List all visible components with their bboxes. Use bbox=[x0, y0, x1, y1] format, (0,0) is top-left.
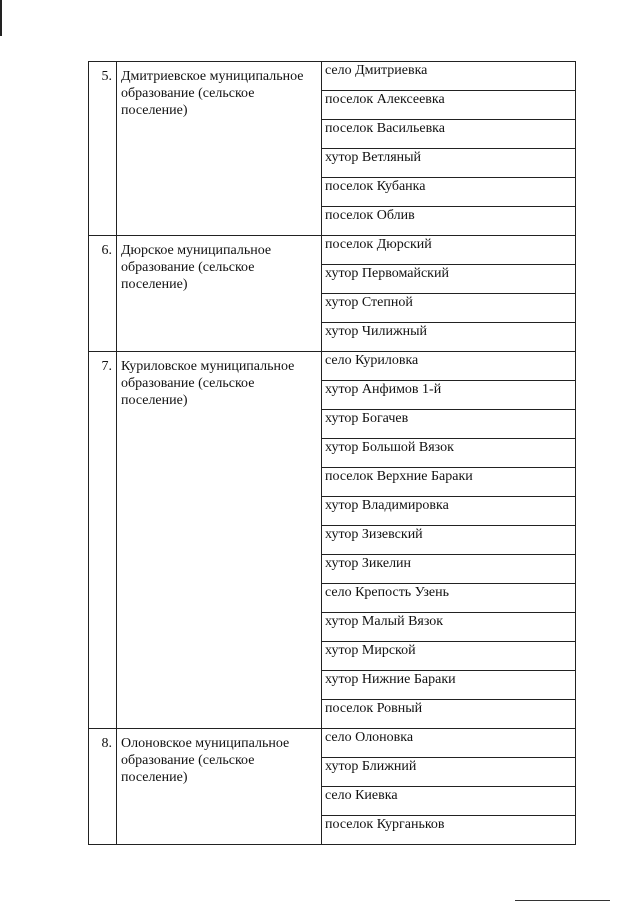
table-row bbox=[89, 62, 576, 91]
settlement-name: поселок Дюрский bbox=[322, 236, 576, 265]
settlement-name: село Дмитриевка bbox=[322, 62, 576, 91]
settlement-name: хутор Малый Вязок bbox=[322, 613, 576, 642]
scan-edge-mark bbox=[0, 0, 2, 36]
settlement-name: поселок Кубанка bbox=[322, 178, 576, 207]
settlement-name: поселок Верхние Бараки bbox=[322, 468, 576, 497]
settlement-name: хутор Ветляный bbox=[322, 149, 576, 178]
settlements-table bbox=[88, 61, 576, 845]
settlement-name: поселок Ровный bbox=[322, 700, 576, 729]
settlement-name: поселок Курганьков bbox=[322, 816, 576, 845]
settlement-name: хутор Мирской bbox=[322, 642, 576, 671]
row-number: 7. bbox=[89, 352, 117, 729]
settlement-name: хутор Анфимов 1-й bbox=[322, 381, 576, 410]
settlement-name: село Куриловка bbox=[322, 352, 576, 381]
settlement-name: поселок Алексеевка bbox=[322, 91, 576, 120]
row-number: 6. bbox=[89, 236, 117, 352]
table-row bbox=[89, 729, 576, 758]
table-row bbox=[89, 352, 576, 381]
settlement-name: хутор Степной bbox=[322, 294, 576, 323]
settlement-name: село Олоновка bbox=[322, 729, 576, 758]
settlement-name: хутор Чилижный bbox=[322, 323, 576, 352]
settlement-name: хутор Ближний bbox=[322, 758, 576, 787]
settlement-name: хутор Нижние Бараки bbox=[322, 671, 576, 700]
settlement-name: поселок Васильевка bbox=[322, 120, 576, 149]
row-number: 5. bbox=[89, 62, 117, 236]
settlement-name: хутор Первомайский bbox=[322, 265, 576, 294]
settlement-name: село Киевка bbox=[322, 787, 576, 816]
settlement-name: хутор Зикелин bbox=[322, 555, 576, 584]
municipality-name: Дюрское муниципальное образование (сельское поселение) bbox=[117, 236, 322, 352]
settlement-name: поселок Облив bbox=[322, 207, 576, 236]
settlement-name: хутор Зизевский bbox=[322, 526, 576, 555]
municipality-name: Куриловское муниципальное образование (сельское поселение) bbox=[117, 352, 322, 729]
row-number: 8. bbox=[89, 729, 117, 845]
table-row bbox=[89, 236, 576, 265]
footer-line bbox=[515, 900, 610, 901]
municipality-name: Дмитриевское муниципальное образование (сельское поселение) bbox=[117, 62, 322, 236]
settlement-name: хутор Богачев bbox=[322, 410, 576, 439]
settlement-name: село Крепость Узень bbox=[322, 584, 576, 613]
settlement-name: хутор Владимировка bbox=[322, 497, 576, 526]
settlement-name: хутор Большой Вязок bbox=[322, 439, 576, 468]
municipality-name: Олоновское муниципальное образование (сельское поселение) bbox=[117, 729, 322, 845]
